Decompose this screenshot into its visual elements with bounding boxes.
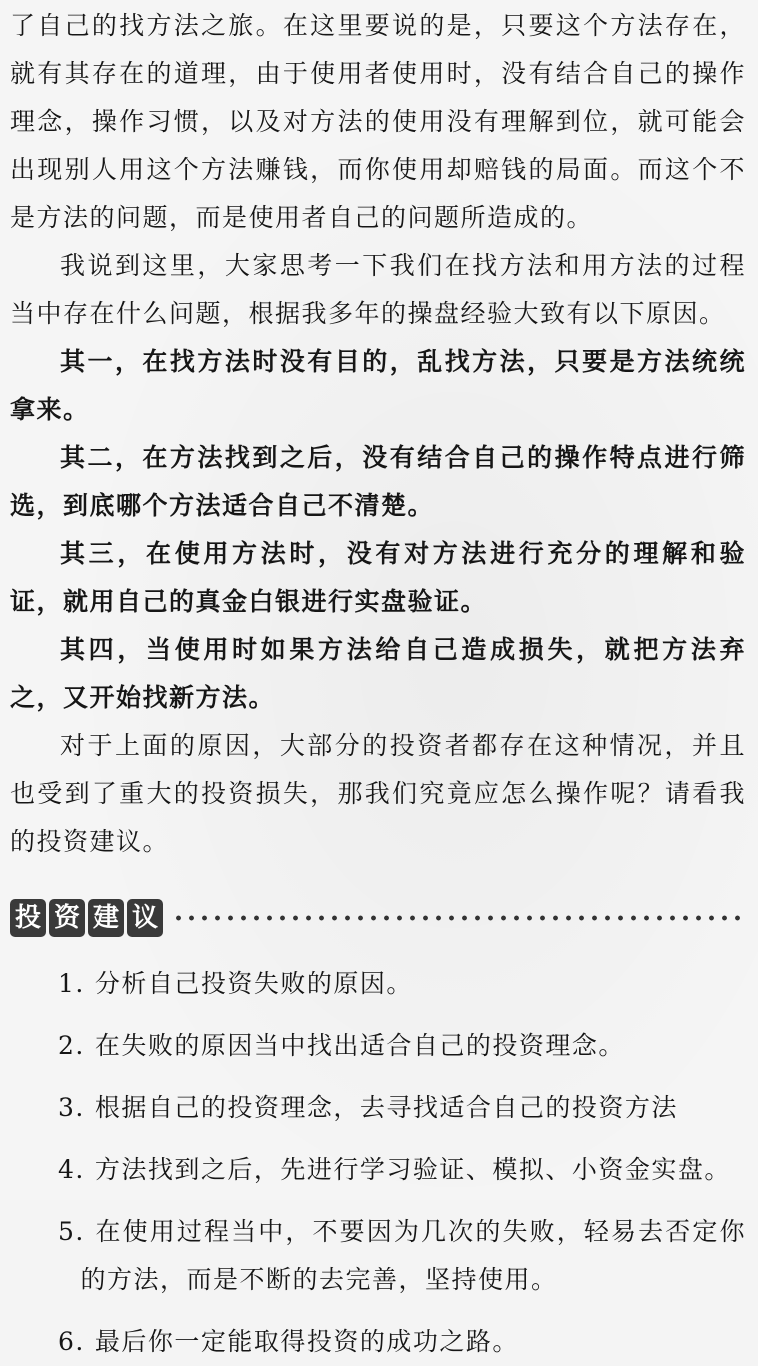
list-text: 在失败的原因当中找出适合自己的投资理念。 <box>94 1031 625 1060</box>
advice-list <box>0 960 758 1366</box>
list-item <box>58 1022 746 1070</box>
list-text: 方法找到之后，先进行学习验证、模拟、小资金实盘。 <box>94 1155 731 1184</box>
paragraph-transition: 对于上面的原因，大部分的投资者都存在这种情况，并且也受到了重大的投资损失，那我们究竟应怎么操作呢？请看我的投资建议。 <box>10 731 746 856</box>
reason-two: 其二，在方法找到之后，没有结合自己的操作特点进行筛选，到底哪个方法适合自己不清楚。 <box>10 443 746 520</box>
list-number: 2. <box>58 1031 85 1060</box>
reason-three: 其三，在使用方法时，没有对方法进行充分的理解和验证，就用自己的真金白银进行实盘验证。 <box>10 539 746 616</box>
heading-char: 议 <box>127 899 163 937</box>
paragraph-continued: 了自己的找方法之旅。在这里要说的是，只要这个方法存在，就有其存在的道理，由于使用者使用时，没有结合自己的操作理念，操作习惯，以及对方法的使用没有理解到位，就可能会出现别人用这个方法赚钱，而你使用却赔钱的局面。而这个不是方法的问题，而是使用者自己的问题所造成的。 <box>10 11 746 232</box>
list-text: 在使用过程当中，不要因为几次的失败，轻易去否定你的方法，而是不断的去完善，坚持使用。 <box>80 1217 746 1294</box>
heading-char: 建 <box>88 899 124 937</box>
list-number: 3. <box>58 1093 85 1122</box>
paragraph-problem-intro: 我说到这里，大家思考一下我们在找方法和用方法的过程当中存在什么问题，根据我多年的操盘经验大致有以下原因。 <box>10 251 746 328</box>
list-item <box>58 1146 746 1194</box>
heading-char: 投 <box>10 899 46 937</box>
list-item <box>58 1084 746 1132</box>
reason-four: 其四，当使用时如果方法给自己造成损失，就把方法弃之，又开始找新方法。 <box>10 635 746 712</box>
list-number: 5. <box>58 1217 85 1246</box>
section-heading-label <box>10 899 166 937</box>
list-number: 1. <box>58 969 85 998</box>
list-number: 6. <box>58 1327 85 1356</box>
reason-one: 其一，在找方法时没有目的，乱找方法，只要是方法统统拿来。 <box>10 347 746 424</box>
list-item <box>58 1208 746 1304</box>
list-text: 最后你一定能取得投资的成功之路。 <box>94 1327 519 1356</box>
list-item <box>58 1318 746 1366</box>
section-heading-investment-advice <box>10 894 746 942</box>
list-text: 根据自己的投资理念，去寻找适合自己的投资方法 <box>94 1093 678 1122</box>
dotted-leader-line <box>172 914 746 922</box>
heading-char: 资 <box>49 899 85 937</box>
list-text: 分析自己投资失败的原因。 <box>94 969 413 998</box>
list-item <box>58 960 746 1008</box>
list-number: 4. <box>58 1155 85 1184</box>
